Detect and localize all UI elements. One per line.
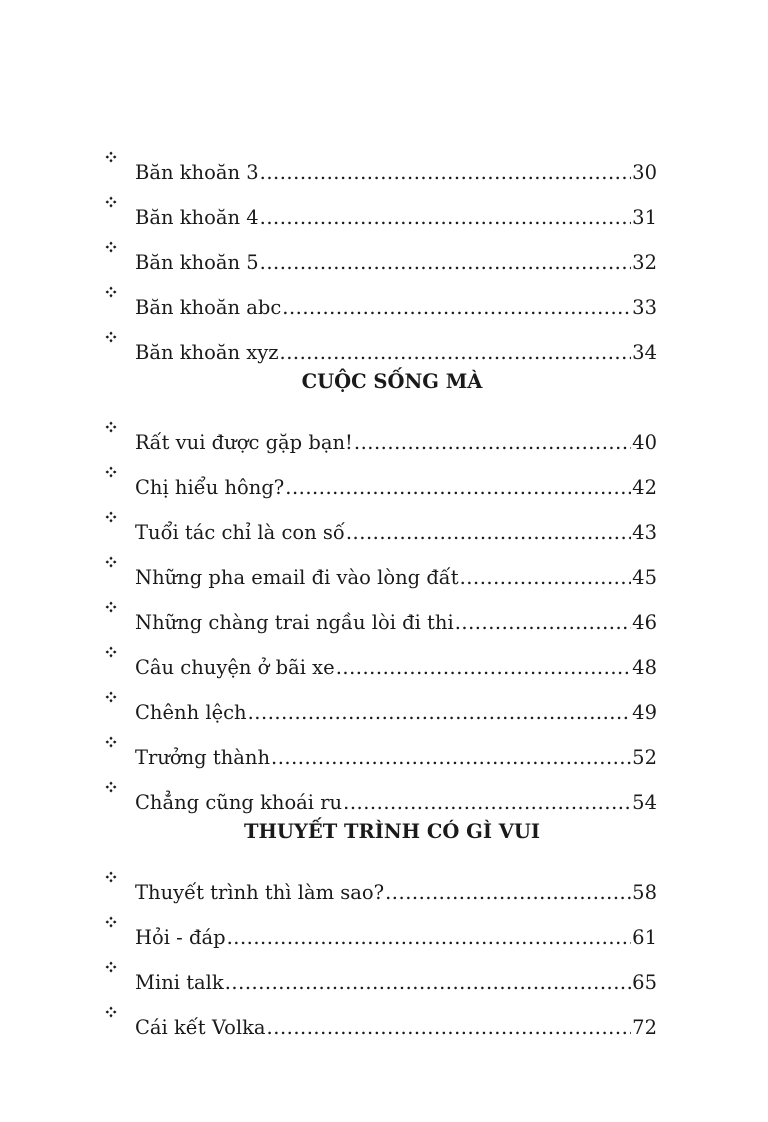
dot-leader (346, 510, 631, 555)
toc-entry-page-number: 65 (632, 971, 657, 994)
four-diamond-bullet-icon (105, 404, 135, 449)
dot-leader (225, 960, 631, 1005)
four-diamond-bullet-icon (105, 269, 135, 314)
four-diamond-bullet-icon (105, 224, 135, 269)
toc-entry-page-number: 34 (632, 341, 657, 364)
toc-entry-page-number: 72 (632, 1016, 657, 1039)
four-diamond-bullet-icon (105, 494, 135, 539)
four-diamond-bullet-icon (105, 764, 135, 809)
toc-entry-page-number: 54 (632, 791, 657, 814)
dot-leader (267, 1005, 632, 1050)
dot-leader (385, 870, 631, 915)
dot-leader (227, 915, 632, 960)
toc-entry[interactable] (105, 404, 657, 454)
toc-entry-page-number: 45 (632, 566, 657, 589)
toc-entry-page-number: 43 (632, 521, 657, 544)
four-diamond-bullet-icon (105, 719, 135, 764)
toc-entry[interactable] (105, 854, 657, 904)
toc-entry[interactable] (105, 134, 657, 184)
toc-entry-title: Băn khoăn 4 (135, 206, 259, 229)
dot-leader (260, 150, 632, 195)
toc-entry-page-number: 58 (632, 881, 657, 904)
toc-entry-title: Câu chuyện ở bãi xe (135, 656, 335, 679)
section-heading: CUỘC SỐNG MÀ (301, 370, 483, 393)
dot-leader (336, 645, 631, 690)
four-diamond-bullet-icon (105, 449, 135, 494)
dot-leader (271, 735, 631, 780)
toc-entry-title: Băn khoăn 3 (135, 161, 259, 184)
dot-leader (260, 240, 632, 285)
table-of-contents (105, 134, 657, 1039)
four-diamond-bullet-icon (105, 989, 135, 1034)
toc-entry-title: Chẳng cũng khoái ru (135, 791, 343, 814)
toc-entry-page-number: 49 (632, 701, 657, 724)
dot-leader (354, 420, 631, 465)
dot-leader (260, 195, 632, 240)
toc-entry-page-number: 48 (632, 656, 657, 679)
toc-entry-title: Rất vui được gặp bạn! (135, 431, 353, 454)
toc-entry-page-number: 33 (632, 296, 657, 319)
dot-leader (285, 465, 631, 510)
toc-entry-title: Những pha email đi vào lòng đất (135, 566, 459, 589)
four-diamond-bullet-icon (105, 539, 135, 584)
toc-entry-page-number: 52 (632, 746, 657, 769)
four-diamond-bullet-icon (105, 629, 135, 674)
toc-entry-title: Băn khoăn abc (135, 296, 282, 319)
toc-entry-page-number: 40 (632, 431, 657, 454)
toc-entry-title: Những chàng trai ngầu lòi đi thi (135, 611, 454, 634)
toc-entry-page-number: 42 (632, 476, 657, 499)
toc-entry-page-number: 32 (632, 251, 657, 274)
dot-leader (248, 690, 632, 735)
toc-entry-title: Trưởng thành (135, 746, 271, 769)
toc-entry-title: Băn khoăn xyz (135, 341, 279, 364)
toc-entry-title: Chênh lệch (135, 701, 247, 724)
toc-entry-title: Mini talk (135, 971, 224, 994)
dot-leader (455, 600, 631, 645)
four-diamond-bullet-icon (105, 899, 135, 944)
dot-leader (282, 285, 631, 330)
four-diamond-bullet-icon (105, 584, 135, 629)
toc-entry-title: Cái kết Volka (135, 1016, 266, 1039)
toc-entry-title: Tuổi tác chỉ là con số (135, 521, 345, 544)
toc-entry-page-number: 61 (632, 926, 657, 949)
toc-entry-page-number: 31 (632, 206, 657, 229)
dot-leader (460, 555, 632, 600)
toc-entry-page-number: 30 (632, 161, 657, 184)
four-diamond-bullet-icon (105, 179, 135, 224)
four-diamond-bullet-icon (105, 674, 135, 719)
section-heading: THUYẾT TRÌNH CÓ GÌ VUI (243, 820, 540, 843)
toc-entry-page-number: 46 (632, 611, 657, 634)
toc-entry-title: Hỏi - đáp (135, 926, 226, 949)
toc-entry-title: Chị hiểu hông? (135, 476, 285, 499)
four-diamond-bullet-icon (105, 314, 135, 359)
four-diamond-bullet-icon (105, 134, 135, 179)
four-diamond-bullet-icon (105, 944, 135, 989)
four-diamond-bullet-icon (105, 854, 135, 899)
toc-entry-title: Thuyết trình thì làm sao? (135, 881, 385, 904)
toc-entry-title: Băn khoăn 5 (135, 251, 259, 274)
